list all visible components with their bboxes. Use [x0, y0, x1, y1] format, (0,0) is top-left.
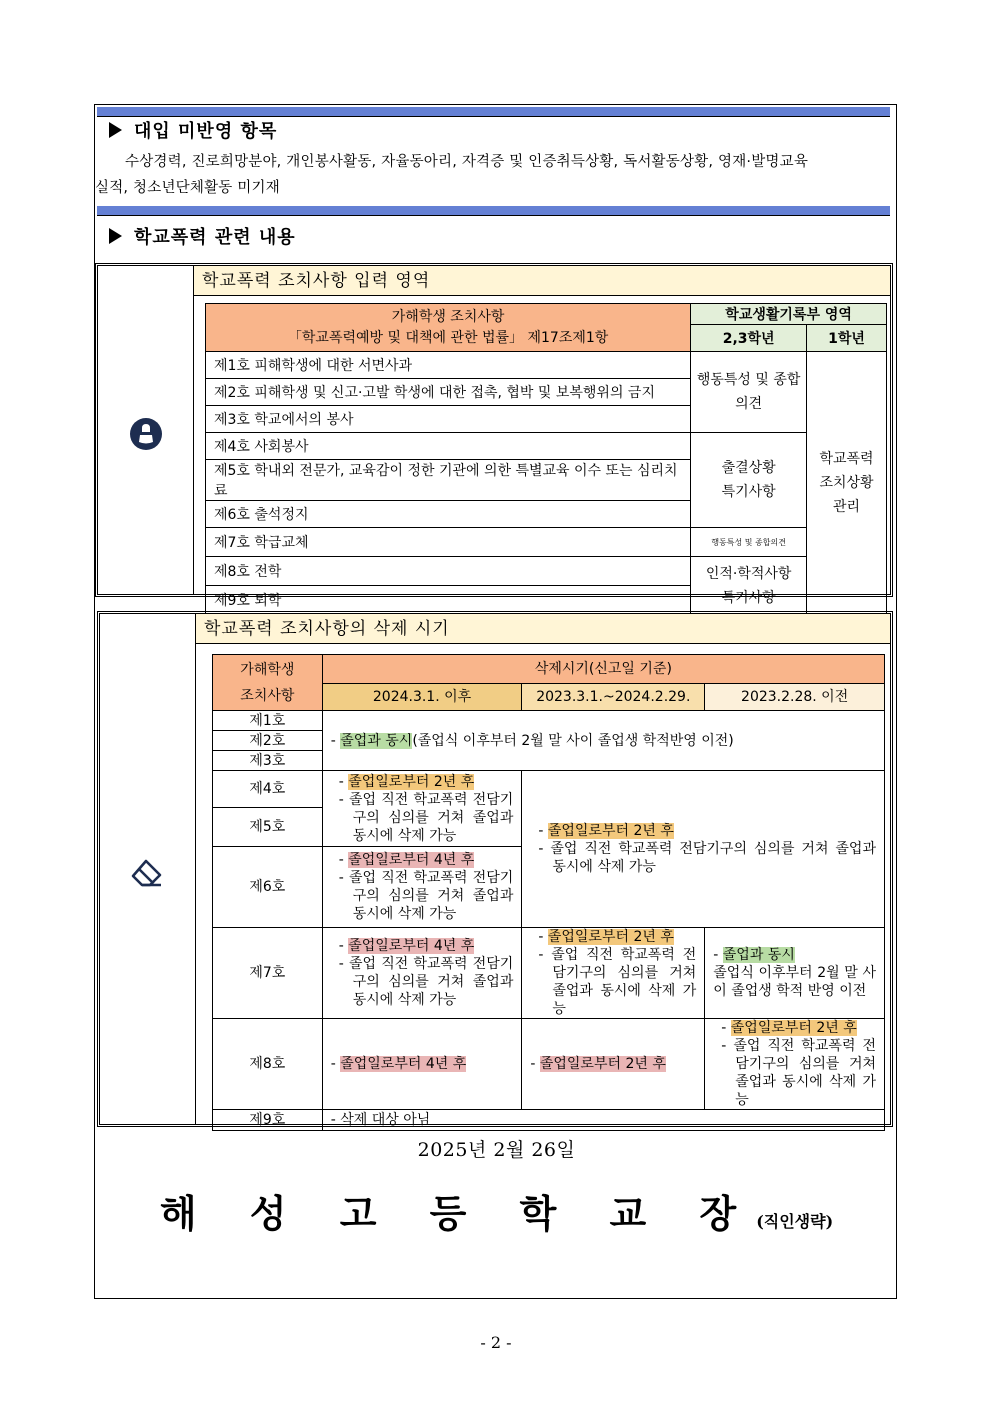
- period-before-2023: 2023.2.28. 이전: [705, 684, 885, 711]
- document-page: [94, 104, 897, 1299]
- measure-row: 제1호 피해학생에 대한 서면사과: [206, 352, 691, 379]
- measure-row: 제7호 학급교체: [206, 528, 691, 557]
- input-area-icon-column: [98, 266, 194, 594]
- r8-after-2024: - 졸업일로부터 4년 후: [322, 1019, 522, 1110]
- period-after-2024: 2024.3.1. 이후: [322, 684, 522, 711]
- area-behavior-opinion-small: 행동특성 및 종합의견: [691, 528, 807, 557]
- measure-row: 제4호 사회봉사: [206, 433, 691, 460]
- r7-before-2023: - 졸업과 동시 졸업식 이후부터 2월 말 사이 졸업생 학적 반영 이전: [705, 928, 885, 1019]
- r6-after-2024: - 졸업일로부터 4년 후 - 졸업 직전 학교폭력 전담기구의 심의를 거쳐 졸업과 동시에 삭제 가능: [322, 847, 522, 928]
- r8-2023-2024: - 졸업일로부터 2년 후: [522, 1019, 705, 1110]
- grade-23-header: 2,3학년: [691, 325, 807, 352]
- not-reflected-line-1: 수상경력, 진로희망분야, 개인봉사활동, 자율동아리, 자격증 및 인증취득상황, 독서활동상황, 영재·발명교육: [125, 154, 809, 170]
- measure-no-5: 제5호: [213, 808, 323, 847]
- measure-row: 제2호 피해학생 및 신고·고발 학생에 대한 접촉, 협박 및 보복행위의 금지: [206, 379, 691, 406]
- not-reflected-body: [95, 149, 898, 201]
- measure-row: 제5호 학내외 전문가, 교육감이 정한 기관에 의한 특별교육 이수 또는 심리치료: [206, 460, 691, 501]
- grade-1-header: 1학년: [807, 325, 887, 352]
- measure-no-1: 제1호: [213, 711, 323, 731]
- measures-record-table: [205, 303, 887, 615]
- measure-row: 제8호 전학: [206, 557, 691, 586]
- area-personal-info: 인적·학적사항 특기사항: [691, 557, 807, 615]
- r7-2023-2024: - 졸업일로부터 2년 후 - 졸업 직전 학교폭력 전담기구의 심의를 거쳐 졸업과 동시에 삭제 가능: [522, 928, 705, 1019]
- deletion-period-header: 삭제시기(신고일 기준): [322, 655, 884, 684]
- measure-no-7: 제7호: [213, 928, 323, 1019]
- measure-no-8: 제8호: [213, 1019, 323, 1110]
- signature-block: [95, 1183, 898, 1238]
- triangle-bullet-icon: [109, 228, 122, 244]
- r456-before-2024: - 졸업일로부터 2년 후 - 졸업 직전 학교폭력 전담기구의 심의를 거쳐 졸업과 동시에 삭제 가능: [522, 771, 885, 928]
- area-behavior-opinion: 행동특성 및 종합의견: [691, 352, 807, 433]
- section-title-school-violence: 학교폭력 관련 내용: [109, 223, 296, 249]
- measure-no-4: 제4호: [213, 771, 323, 808]
- period-2023-2024: 2023.3.1.~2024.2.29.: [522, 684, 705, 711]
- input-area-box: [97, 265, 891, 609]
- measure-row: 제6호 출석정지: [206, 501, 691, 528]
- measure-no-6: 제6호: [213, 847, 323, 928]
- eraser-icon: [130, 858, 166, 892]
- section-divider-bar: [97, 206, 890, 216]
- r8-before-2023: - 졸업일로부터 2년 후 - 졸업 직전 학교폭력 전담기구의 심의를 거쳐 졸업과 동시에 삭제 가능: [705, 1019, 885, 1110]
- section-title-not-reflected: 대입 미반영 항목: [109, 117, 277, 143]
- r7-after-2024: - 졸업일로부터 4년 후 - 졸업 직전 학교폭력 전담기구의 심의를 거쳐 졸업과 동시에 삭제 가능: [322, 928, 522, 1019]
- document-date: 2025년 2월 26일: [417, 1139, 576, 1161]
- deletion-heading: 학교폭력 조치사항의 삭제 시기: [196, 614, 890, 644]
- user-lock-icon: [129, 417, 163, 451]
- measure-no-2: 제2호: [213, 731, 323, 751]
- r45-after-2024: - 졸업일로부터 2년 후 - 졸업 직전 학교폭력 전담기구의 심의를 거쳐 졸업과 동시에 삭제 가능: [322, 771, 522, 847]
- measures-header: 가해학생 조치사항 「학교폭력예방 및 대책에 관한 법률」 제17조제1항: [206, 304, 691, 352]
- measure-no-3: 제3호: [213, 751, 323, 771]
- r123-cell: - 졸업과 동시(졸업식 이후부터 2월 말 사이 졸업생 학적반영 이전): [322, 711, 884, 771]
- deletion-timing-table: [212, 654, 885, 1131]
- measure-row: 제3호 학교에서의 봉사: [206, 406, 691, 433]
- section-divider-bar: [97, 107, 890, 117]
- measure-no-9: 제9호: [213, 1110, 323, 1131]
- r9-cell: - 삭제 대상 아님: [322, 1110, 884, 1131]
- measure-column-header: 가해학생 조치사항: [213, 655, 323, 711]
- input-area-heading: 학교폭력 조치사항 입력 영역: [194, 266, 890, 296]
- area-attendance: 출결상황 특기사항: [691, 433, 807, 528]
- deletion-icon-column: [100, 614, 196, 1124]
- measure-row: 제9호 퇴학: [206, 586, 691, 615]
- record-area-header: 학교생활기록부 영역: [691, 304, 887, 325]
- not-reflected-line-2: 실적, 청소년단체활동 미기재: [95, 180, 280, 196]
- principal-signature: 해 성 고 등 학 교 장: [159, 1191, 757, 1236]
- deletion-timing-box: [99, 613, 891, 1128]
- page-number: - 2 -: [480, 1333, 512, 1352]
- area-violence-management: 학교폭력 조치상황 관리: [807, 352, 887, 615]
- seal-omitted-note: (직인생략): [756, 1212, 834, 1231]
- triangle-bullet-icon: [109, 122, 122, 138]
